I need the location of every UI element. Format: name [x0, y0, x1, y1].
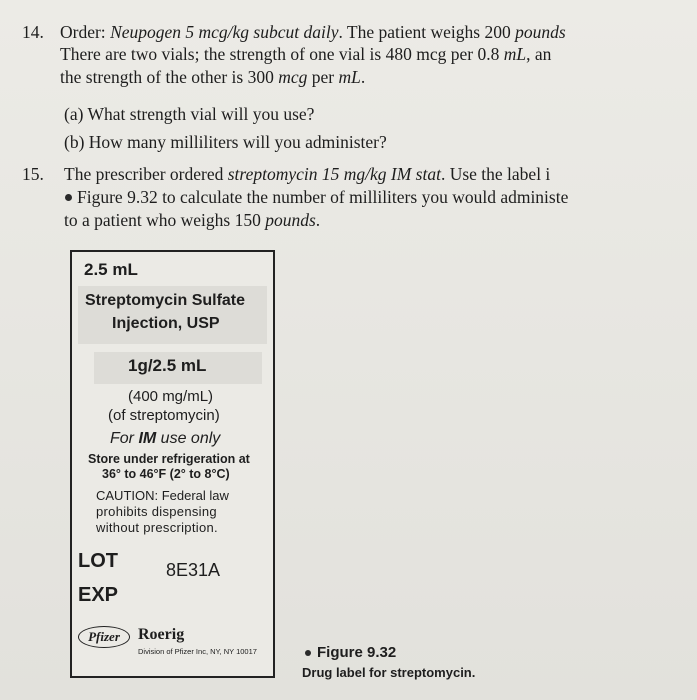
question-14-part-a: (a) What strength vial will you use?	[64, 104, 315, 124]
label-division: Division of Pfizer Inc, NY, NY 10017	[138, 647, 257, 656]
figure-caption: Drug label for streptomycin.	[302, 665, 476, 680]
drug-label	[70, 250, 275, 678]
label-volume: 2.5 mL	[84, 260, 138, 279]
label-lot-label: LOT	[78, 550, 118, 572]
question-15-line-3: to a patient who weighs 150 pounds.	[64, 210, 321, 230]
question-15-line-1: The prescriber ordered streptomycin 15 mg/kg IM stat. Use the label i	[64, 164, 551, 184]
question-15-line-2: Figure 9.32 to calculate the number of milliliters you would administe	[77, 187, 569, 207]
figure-number: Figure 9.32	[317, 644, 397, 661]
question-14-number: 14.	[22, 22, 44, 42]
label-caution-line-3: without prescription.	[96, 520, 218, 535]
label-strength: 1g/2.5 mL	[128, 356, 207, 375]
label-drug-name-line-1: Streptomycin Sulfate	[85, 292, 246, 309]
question-14-line-1: Order: Neupogen 5 mcg/kg subcut daily. The patient weighs 200 pounds	[60, 22, 566, 42]
label-route: For IM use only	[110, 430, 221, 447]
label-company: Roerig	[138, 626, 185, 643]
label-storage-line-1: Store under refrigeration at	[88, 452, 250, 466]
label-of-drug: (of streptomycin)	[108, 407, 220, 424]
figure-reference-bullet-icon	[65, 194, 72, 201]
question-15-number: 15.	[22, 164, 44, 184]
question-14-line-3: the strength of the other is 300 mcg per mL.	[60, 67, 366, 87]
pfizer-logo: Pfizer	[78, 626, 130, 648]
label-drug-name-line-2: Injection, USP	[112, 315, 220, 332]
label-lot-value: 8E31A	[166, 560, 221, 580]
figure-bullet-icon	[305, 650, 311, 656]
label-storage-line-2: 36° to 46°F (2° to 8°C)	[102, 467, 230, 481]
question-14-line-2: There are two vials; the strength of one vial is 480 mcg per 0.8 mL, an	[60, 44, 552, 64]
question-14-part-b: (b) How many milliliters will you administer?	[64, 132, 387, 152]
label-concentration: (400 mg/mL)	[128, 388, 214, 405]
label-exp-label: EXP	[78, 584, 119, 606]
label-caution-line-2: prohibits dispensing	[96, 504, 217, 519]
label-caution-line-1: CAUTION: Federal law	[96, 488, 229, 503]
